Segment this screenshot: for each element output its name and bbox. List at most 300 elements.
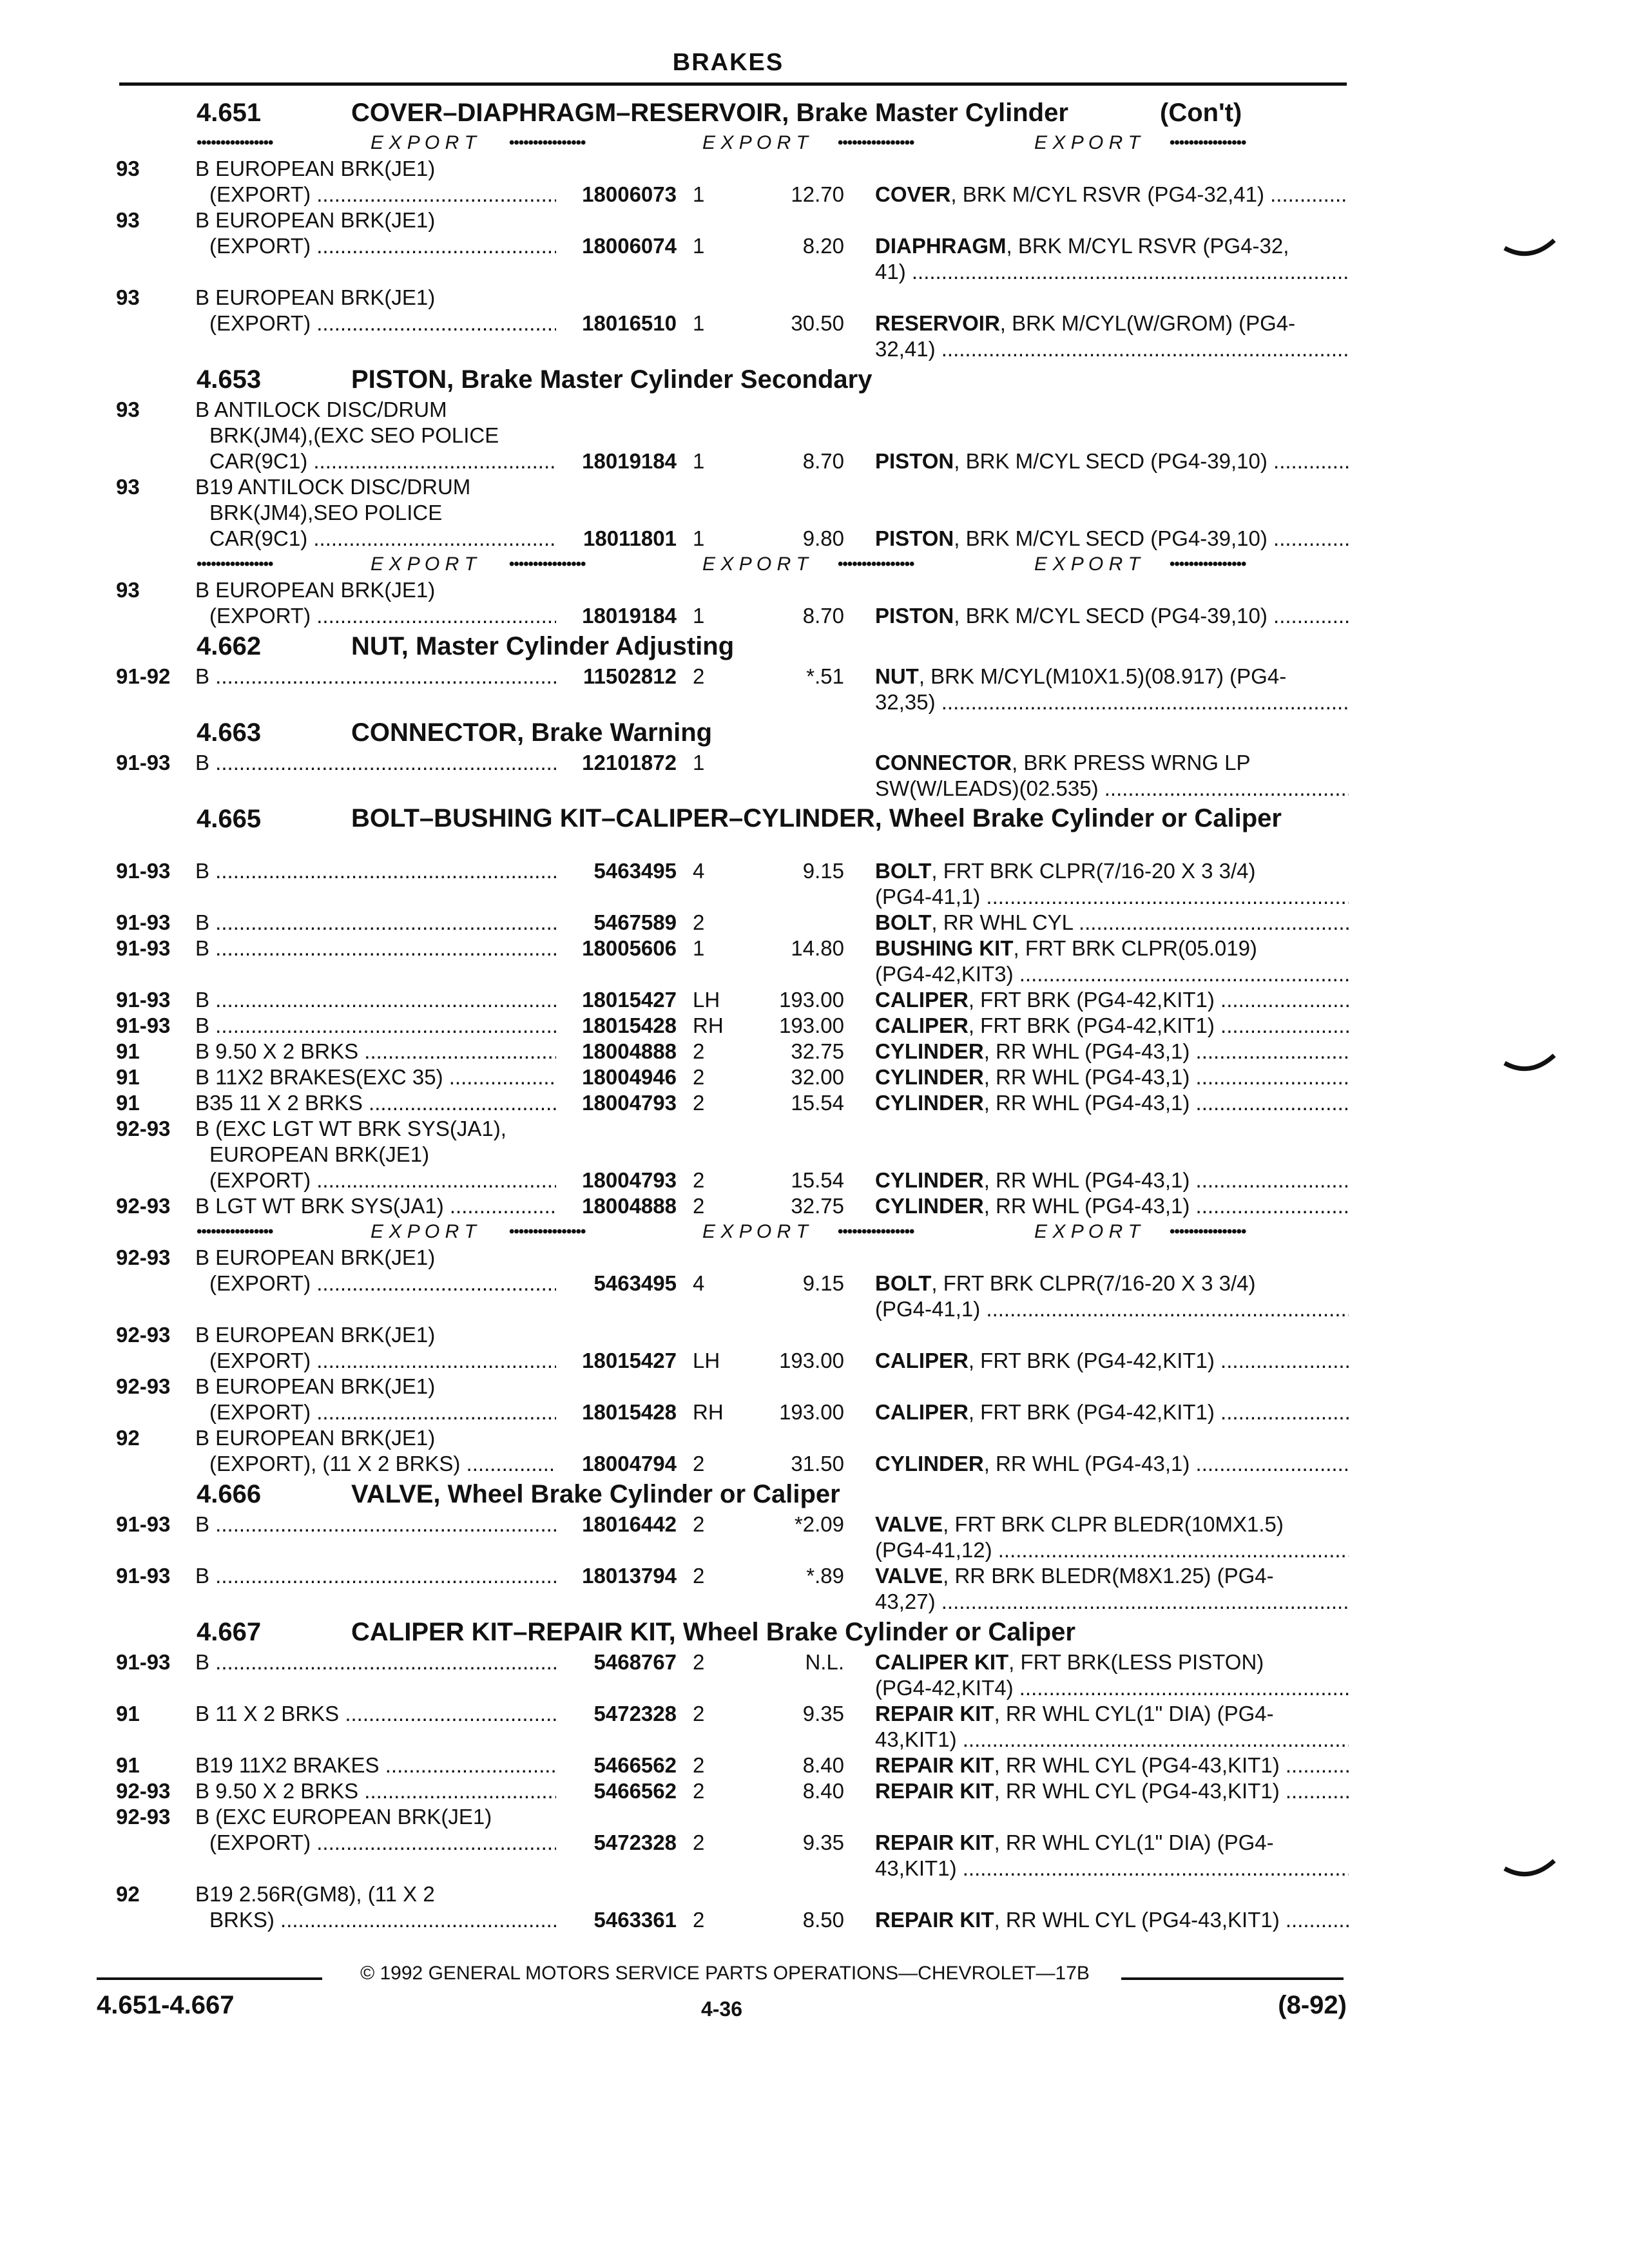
price: 30.50: [791, 311, 844, 335]
group-heading: [0, 629, 1629, 664]
part-name-line: (PG4-42,KIT3) .....: [875, 961, 1349, 987]
part-number: 11502812: [583, 664, 677, 688]
part-name-line: CYLINDER, RR WHL (PG4-43,1) .....: [875, 1090, 1349, 1116]
model-year: 91: [116, 1091, 140, 1115]
model-year: 91-93: [116, 988, 171, 1012]
part-name-line: BOLT, FRT BRK CLPR(7/16-20 X 3 3/4): [875, 859, 1256, 883]
part-name: [875, 1348, 1349, 1374]
part-name-line: REPAIR KIT, RR WHL CYL (PG4-43,KIT1) .....: [875, 1778, 1349, 1804]
group-heading: [0, 802, 1629, 858]
price: *.89: [806, 1564, 844, 1588]
usage-description: [195, 1512, 556, 1537]
usage-line: (EXPORT) .....: [195, 233, 556, 259]
part-row: [0, 156, 1629, 207]
part-row: [0, 285, 1629, 362]
part-name-line: DIAPHRAGM, BRK M/CYL RSVR (PG4-32,: [875, 234, 1289, 258]
part-name-line: CALIPER, FRT BRK (PG4-42,KIT1) .....: [875, 1013, 1349, 1039]
part-row: [0, 397, 1629, 474]
part-name-line: VALVE, FRT BRK CLPR BLEDR(10MX1.5): [875, 1512, 1284, 1536]
part-name-line: 32,41) .....: [875, 336, 1349, 362]
part-name-line: CYLINDER, RR WHL (PG4-43,1) .....: [875, 1168, 1349, 1193]
footer-page-number: 4-36: [700, 1997, 743, 2021]
part-row: [0, 577, 1629, 629]
group-title: CONNECTOR, Brake Warning: [351, 718, 713, 747]
model-year: 92-93: [116, 1245, 171, 1269]
part-number: 5463361: [593, 1908, 677, 1932]
part-name: [875, 1064, 1349, 1090]
part-number: 18019184: [582, 449, 677, 473]
footer-copyright: © 1992 GENERAL MOTORS SERVICE PARTS OPERATIONS—CHEVROLET—17B: [360, 1963, 1090, 1984]
part-name: [875, 750, 1349, 802]
export-divider: [116, 1219, 1629, 1245]
group-heading: [0, 715, 1629, 750]
usage-line: (EXPORT), (11 X 2 BRKS) .....: [195, 1451, 556, 1477]
part-name: [875, 1271, 1349, 1322]
part-row: [0, 1425, 1629, 1477]
model-year: 91-93: [116, 751, 171, 774]
binding-mark-1: [1501, 229, 1559, 267]
group-heading: [0, 362, 1629, 397]
usage-line: B .....: [195, 936, 556, 961]
part-name: [875, 1907, 1349, 1933]
part-row: [0, 1090, 1629, 1116]
part-name-line: NUT, BRK M/CYL(M10X1.5)(08.917) (PG4-: [875, 664, 1287, 688]
quantity: 2: [693, 1650, 705, 1674]
model-year: 93: [116, 398, 140, 421]
quantity: 2: [693, 1065, 705, 1089]
export-stars: ••••••••••••••••: [838, 555, 914, 573]
usage-description: [195, 1701, 556, 1727]
part-number: 5463495: [593, 859, 677, 883]
usage-description: [195, 577, 556, 629]
part-name-line: 43,KIT1) .....: [875, 1856, 1349, 1881]
usage-description: [195, 1425, 556, 1477]
usage-line: B19 ANTILOCK DISC/DRUM: [195, 475, 471, 499]
export-label: E X P O R T: [371, 1221, 476, 1242]
quantity: RH: [693, 1400, 724, 1424]
export-label: E X P O R T: [371, 553, 476, 575]
part-row: [0, 1701, 1629, 1753]
part-number: 5472328: [593, 1702, 677, 1725]
usage-description: [195, 1064, 556, 1090]
usage-line: B EUROPEAN BRK(JE1): [195, 157, 436, 180]
usage-line: BRKS) .....: [195, 1907, 556, 1933]
quantity: 2: [693, 1702, 705, 1725]
price: 193.00: [779, 1400, 844, 1424]
quantity: 1: [693, 751, 705, 774]
quantity: 2: [693, 1564, 705, 1588]
part-name-line: PISTON, BRK M/CYL SECD (PG4-39,10) .....: [875, 603, 1349, 629]
usage-description: [195, 858, 556, 884]
price: 193.00: [779, 1349, 844, 1372]
quantity: RH: [693, 1014, 724, 1037]
price: *.51: [806, 664, 844, 688]
part-row: [0, 1039, 1629, 1064]
part-number: 18004793: [582, 1091, 677, 1115]
part-number: 18015428: [582, 1400, 677, 1424]
model-year: 91-93: [116, 1650, 171, 1674]
usage-line: B EUROPEAN BRK(JE1): [195, 285, 436, 309]
usage-description: [195, 936, 556, 961]
usage-line: B (EXC LGT WT BRK SYS(JA1),: [195, 1117, 506, 1140]
model-year: 93: [116, 475, 140, 499]
usage-line: CAR(9C1) .....: [195, 526, 556, 552]
part-name: [875, 910, 1349, 936]
group-title: CALIPER KIT–REPAIR KIT, Wheel Brake Cylinder or Caliper: [351, 1618, 1075, 1646]
part-number: 12101872: [582, 751, 677, 774]
export-label: E X P O R T: [702, 553, 808, 575]
usage-line: (EXPORT) .....: [195, 311, 556, 336]
price: 32.00: [791, 1065, 844, 1089]
part-row: [0, 664, 1629, 715]
price: 12.70: [791, 182, 844, 206]
usage-line: B 11 X 2 BRKS .....: [195, 1701, 556, 1727]
page-title: BRAKES: [672, 49, 784, 76]
usage-description: [195, 1039, 556, 1064]
part-name-line: 43,27) .....: [875, 1589, 1349, 1615]
part-row: [0, 207, 1629, 285]
part-number: 18004946: [582, 1065, 677, 1089]
part-row: [0, 1322, 1629, 1374]
group-code: 4.662: [197, 632, 262, 660]
footer-rule-left: [97, 1977, 322, 1980]
part-name-line: 32,35) .....: [875, 689, 1349, 715]
group-code: 4.663: [197, 718, 262, 747]
usage-description: [195, 285, 556, 336]
usage-description: [195, 1013, 556, 1039]
part-row: [0, 750, 1629, 802]
usage-line: (EXPORT) .....: [195, 1399, 556, 1425]
model-year: 91: [116, 1065, 140, 1089]
price: 193.00: [779, 1014, 844, 1037]
part-row: [0, 936, 1629, 987]
usage-line: B .....: [195, 750, 556, 776]
price: 8.50: [802, 1908, 844, 1932]
part-row: [0, 1013, 1629, 1039]
group-heading: [0, 1477, 1629, 1512]
part-name-line: 41) .....: [875, 259, 1349, 285]
export-label: E X P O R T: [702, 1221, 808, 1242]
quantity: 1: [693, 311, 705, 335]
quantity: 1: [693, 604, 705, 628]
quantity: 2: [693, 1753, 705, 1777]
part-name: [875, 526, 1349, 552]
export-stars: ••••••••••••••••: [1170, 555, 1246, 573]
usage-description: [195, 1881, 556, 1933]
usage-line: B 11X2 BRAKES(EXC 35) .....: [195, 1064, 556, 1090]
usage-line: BRK(JM4),(EXC SEO POLICE: [209, 423, 499, 447]
part-name-line: CYLINDER, RR WHL (PG4-43,1) .....: [875, 1064, 1349, 1090]
usage-description: [195, 156, 556, 207]
model-year: 91-93: [116, 1014, 171, 1037]
group-title: BOLT–BUSHING KIT–CALIPER–CYLINDER, Wheel Brake Cylinder or Caliper: [351, 804, 1282, 832]
usage-description: [195, 207, 556, 259]
part-name: [875, 858, 1349, 910]
model-year: 91-93: [116, 1564, 171, 1588]
part-name-line: CALIPER, FRT BRK (PG4-42,KIT1) .....: [875, 987, 1349, 1013]
part-row: [0, 1778, 1629, 1804]
part-number: 18004888: [582, 1039, 677, 1063]
part-number: 18015428: [582, 1014, 677, 1037]
part-name: [875, 1701, 1349, 1753]
part-number: 18019184: [582, 604, 677, 628]
quantity: 2: [693, 910, 705, 934]
model-year: 93: [116, 578, 140, 602]
part-name: [875, 311, 1349, 362]
part-number: 18006073: [582, 182, 677, 206]
part-name-line: CALIPER, FRT BRK (PG4-42,KIT1) .....: [875, 1399, 1349, 1425]
part-name-line: BOLT, FRT BRK CLPR(7/16-20 X 3 3/4): [875, 1271, 1256, 1295]
part-name: [875, 1830, 1349, 1881]
usage-description: [195, 664, 556, 689]
export-stars: ••••••••••••••••: [197, 555, 273, 573]
group-continued: (Con't): [1160, 99, 1242, 127]
listing-body: [0, 95, 1629, 1933]
footer-range: 4.651-4.667: [97, 1991, 235, 2019]
price: 31.50: [791, 1452, 844, 1475]
usage-line: B .....: [195, 1563, 556, 1589]
part-name: [875, 1039, 1349, 1064]
price: 8.70: [802, 449, 844, 473]
model-year: 92-93: [116, 1194, 171, 1218]
part-name: [875, 1013, 1349, 1039]
part-number: 18006074: [582, 234, 677, 258]
part-number: 18016442: [582, 1512, 677, 1536]
usage-line: B .....: [195, 910, 556, 936]
part-name: [875, 664, 1349, 715]
quantity: 2: [693, 1039, 705, 1063]
usage-description: [195, 1090, 556, 1116]
usage-line: B19 11X2 BRAKES .....: [195, 1753, 556, 1778]
usage-line: B EUROPEAN BRK(JE1): [195, 578, 436, 602]
export-label: E X P O R T: [702, 132, 808, 153]
price: 9.15: [802, 859, 844, 883]
usage-line: B35 11 X 2 BRKS .....: [195, 1090, 556, 1116]
part-name-line: CALIPER, FRT BRK (PG4-42,KIT1) .....: [875, 1348, 1349, 1374]
model-year: 92-93: [116, 1117, 171, 1140]
part-number: 18015427: [582, 988, 677, 1012]
binding-mark-3: [1501, 1849, 1559, 1888]
price: *2.09: [794, 1512, 844, 1536]
part-name-line: VALVE, RR BRK BLEDR(M8X1.25) (PG4-: [875, 1564, 1274, 1588]
part-number: 5466562: [593, 1779, 677, 1803]
usage-description: [195, 1753, 556, 1778]
quantity: 1: [693, 234, 705, 258]
part-row: [0, 1116, 1629, 1193]
export-stars: ••••••••••••••••: [1170, 134, 1246, 151]
usage-line: B .....: [195, 1649, 556, 1675]
group-code: 4.667: [197, 1618, 262, 1646]
part-name-line: (PG4-41,12) .....: [875, 1537, 1349, 1563]
usage-line: B .....: [195, 987, 556, 1013]
part-number: 18004888: [582, 1194, 677, 1218]
part-name: [875, 233, 1349, 285]
usage-line: (EXPORT) .....: [195, 1271, 556, 1296]
part-number: 5467589: [593, 910, 677, 934]
part-number: 5463495: [593, 1271, 677, 1295]
quantity: 1: [693, 936, 705, 960]
group-code: 4.653: [197, 365, 262, 394]
part-number: 5468767: [593, 1650, 677, 1674]
usage-line: (EXPORT) .....: [195, 603, 556, 629]
usage-line: CAR(9C1) .....: [195, 448, 556, 474]
price: 32.75: [791, 1194, 844, 1218]
usage-description: [195, 1778, 556, 1804]
quantity: 2: [693, 1512, 705, 1536]
usage-description: [195, 910, 556, 936]
usage-line: B EUROPEAN BRK(JE1): [195, 1374, 436, 1398]
model-year: 91-93: [116, 910, 171, 934]
part-name-line: RESERVOIR, BRK M/CYL(W/GROM) (PG4-: [875, 311, 1296, 335]
usage-description: [195, 1245, 556, 1296]
part-name: [875, 1753, 1349, 1778]
export-divider: [116, 552, 1629, 577]
price: 9.35: [802, 1702, 844, 1725]
usage-description: [195, 1649, 556, 1675]
part-name-line: BOLT, RR WHL CYL .....: [875, 910, 1349, 936]
part-number: 5466562: [593, 1753, 677, 1777]
usage-line: BRK(JM4),SEO POLICE: [209, 501, 443, 524]
part-row: [0, 1374, 1629, 1425]
model-year: 91-93: [116, 936, 171, 960]
usage-line: (EXPORT) .....: [195, 1830, 556, 1856]
price: 8.40: [802, 1753, 844, 1777]
part-number: 18013794: [582, 1564, 677, 1588]
part-name-line: CONNECTOR, BRK PRESS WRNG LP: [875, 751, 1251, 774]
footer-rule-right: [1121, 1977, 1344, 1980]
quantity: 1: [693, 526, 705, 550]
model-year: 91-93: [116, 1512, 171, 1536]
usage-line: B .....: [195, 1512, 556, 1537]
model-year: 93: [116, 285, 140, 309]
part-name-line: REPAIR KIT, RR WHL CYL (PG4-43,KIT1) .....: [875, 1753, 1349, 1778]
quantity: 2: [693, 1194, 705, 1218]
price: 9.80: [802, 526, 844, 550]
usage-description: [195, 1116, 556, 1193]
part-row: [0, 1804, 1629, 1881]
part-number: 18011801: [583, 526, 677, 550]
part-row: [0, 1193, 1629, 1219]
export-stars: ••••••••••••••••: [838, 134, 914, 151]
part-row: [0, 1563, 1629, 1615]
part-number: 18015427: [582, 1349, 677, 1372]
export-stars: ••••••••••••••••: [197, 134, 273, 151]
usage-line: B .....: [195, 664, 556, 689]
usage-line: B ANTILOCK DISC/DRUM: [195, 398, 447, 421]
price: 8.70: [802, 604, 844, 628]
part-number: 18004793: [582, 1168, 677, 1192]
quantity: 4: [693, 859, 705, 883]
export-label: E X P O R T: [1034, 132, 1140, 153]
model-year: 91: [116, 1702, 140, 1725]
part-name: [875, 1512, 1349, 1563]
price: 32.75: [791, 1039, 844, 1063]
export-stars: ••••••••••••••••: [197, 1223, 273, 1240]
price: N.L.: [805, 1650, 844, 1674]
export-stars: ••••••••••••••••: [509, 1223, 586, 1240]
usage-line: B LGT WT BRK SYS(JA1) .....: [195, 1193, 556, 1219]
usage-description: [195, 474, 556, 552]
quantity: 1: [693, 449, 705, 473]
quantity: LH: [693, 1349, 720, 1372]
part-name: [875, 987, 1349, 1013]
model-year: 92-93: [116, 1805, 171, 1829]
part-name: [875, 1649, 1349, 1701]
part-row: [0, 858, 1629, 910]
usage-line: (EXPORT) .....: [195, 1348, 556, 1374]
binding-mark-2: [1501, 1044, 1559, 1082]
part-row: [0, 474, 1629, 552]
part-name: [875, 1168, 1349, 1193]
part-name: [875, 1090, 1349, 1116]
usage-line: B19 2.56R(GM8), (11 X 2: [195, 1882, 435, 1906]
part-number: 5472328: [593, 1831, 677, 1854]
usage-line: B EUROPEAN BRK(JE1): [195, 208, 436, 232]
part-row: [0, 1245, 1629, 1322]
export-label: E X P O R T: [371, 132, 476, 153]
part-number: 18005606: [582, 936, 677, 960]
price: 9.35: [802, 1831, 844, 1854]
usage-description: [195, 1804, 556, 1856]
part-name-line: 43,KIT1) .....: [875, 1727, 1349, 1753]
part-name: [875, 936, 1349, 987]
export-stars: ••••••••••••••••: [838, 1223, 914, 1240]
part-number: 18016510: [582, 311, 677, 335]
price: 14.80: [791, 936, 844, 960]
quantity: 2: [693, 1452, 705, 1475]
quantity: 2: [693, 1168, 705, 1192]
part-name-line: PISTON, BRK M/CYL SECD (PG4-39,10) .....: [875, 526, 1349, 552]
quantity: 2: [693, 1908, 705, 1932]
usage-line: (EXPORT) .....: [195, 1168, 556, 1193]
quantity: 2: [693, 664, 705, 688]
group-title: COVER–DIAPHRAGM–RESERVOIR, Brake Master Cylinder: [351, 99, 1068, 127]
part-name-line: CYLINDER, RR WHL (PG4-43,1) .....: [875, 1039, 1349, 1064]
price: 8.20: [802, 234, 844, 258]
export-stars: ••••••••••••••••: [509, 134, 586, 151]
usage-description: [195, 1563, 556, 1589]
export-divider: [116, 130, 1629, 156]
usage-line: B 9.50 X 2 BRKS .....: [195, 1039, 556, 1064]
usage-description: [195, 397, 556, 474]
part-name: [875, 448, 1349, 474]
usage-line: B EUROPEAN BRK(JE1): [195, 1426, 436, 1450]
group-code: 4.665: [197, 805, 262, 833]
part-name: [875, 1193, 1349, 1219]
price: 15.54: [791, 1091, 844, 1115]
group-heading: [0, 95, 1629, 130]
part-name-line: (PG4-41,1) .....: [875, 1296, 1349, 1322]
part-row: [0, 910, 1629, 936]
export-stars: ••••••••••••••••: [1170, 1223, 1246, 1240]
part-row: [0, 1649, 1629, 1701]
model-year: 92: [116, 1426, 140, 1450]
quantity: 2: [693, 1831, 705, 1854]
part-name: [875, 1778, 1349, 1804]
usage-line: B EUROPEAN BRK(JE1): [195, 1245, 436, 1269]
model-year: 92-93: [116, 1374, 171, 1398]
model-year: 92: [116, 1882, 140, 1906]
part-name-line: CYLINDER, RR WHL (PG4-43,1) .....: [875, 1193, 1349, 1219]
quantity: 4: [693, 1271, 705, 1295]
usage-description: [195, 750, 556, 776]
model-year: 91-93: [116, 859, 171, 883]
part-name: [875, 603, 1349, 629]
group-title: PISTON, Brake Master Cylinder Secondary: [351, 365, 872, 394]
part-name-line: (PG4-41,1) .....: [875, 884, 1349, 910]
part-row: [0, 1753, 1629, 1778]
quantity: 2: [693, 1779, 705, 1803]
